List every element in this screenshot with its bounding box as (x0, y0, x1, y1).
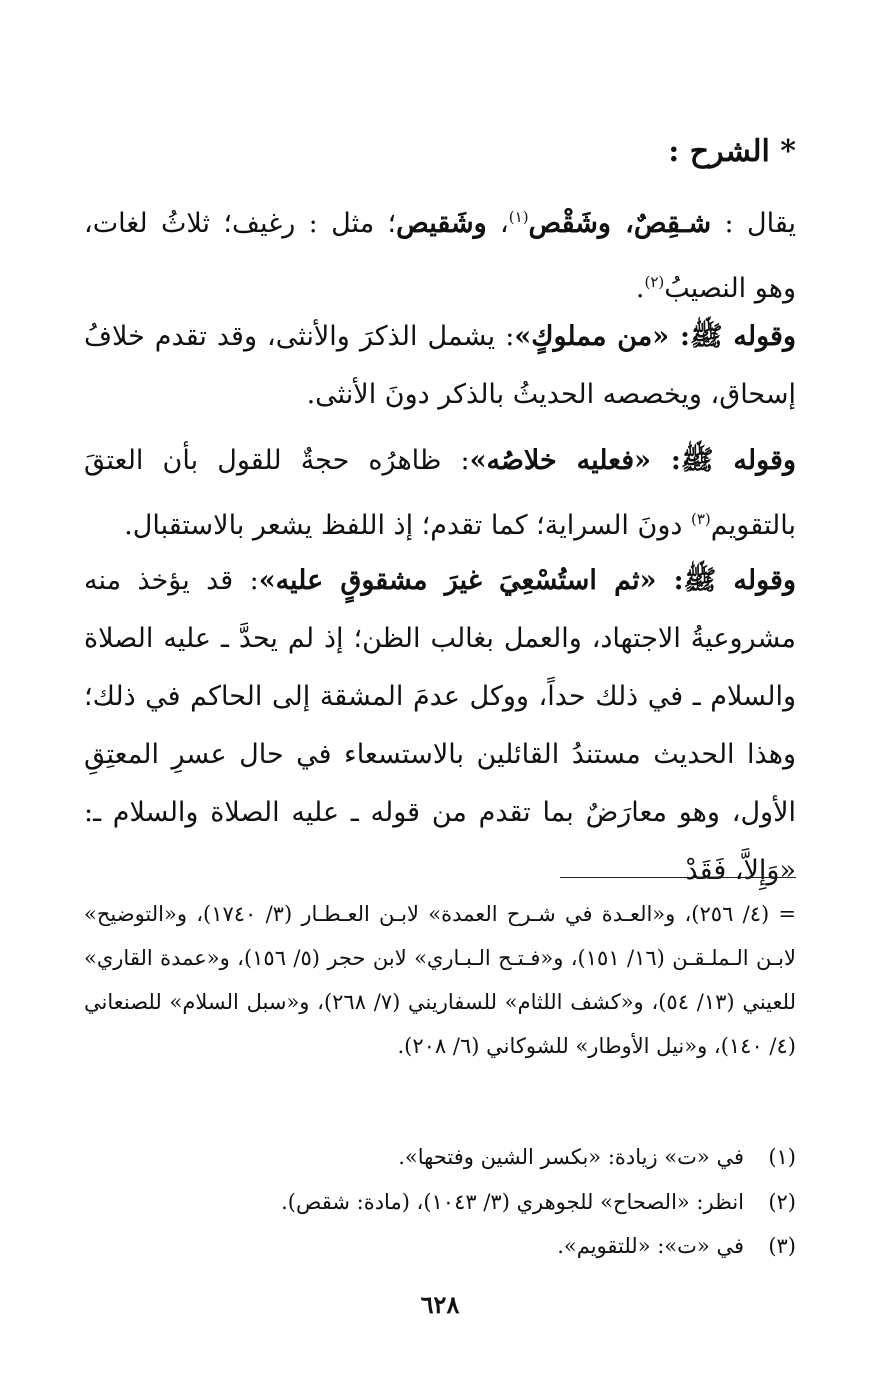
footnote-2 (84, 1182, 796, 1222)
p2-lead: وقوله ﷺ (689, 321, 796, 352)
section-heading: * الشرح : (668, 134, 796, 169)
p1-term-shaqis: وشَقيص (396, 208, 487, 239)
paragraph-4 (84, 552, 796, 900)
footnote-1 (84, 1137, 796, 1177)
footnote-ref-2: (٢) (644, 273, 665, 291)
p1-text-a: يقال : (711, 208, 796, 239)
footnote-ref-1: (١) (508, 208, 529, 226)
footnote-number: (٢) (768, 1190, 796, 1214)
footnote-3 (84, 1226, 796, 1266)
page-number: ٦٢٨ (420, 1290, 460, 1319)
footnote-ref-3: (٣) (691, 510, 711, 528)
footnote-text: انظر: «الصحاح» للجوهري (٣/ ١٠٤٣)، (مادة: شقص). (281, 1190, 744, 1214)
paragraph-2 (84, 308, 796, 424)
document-page (84, 0, 796, 1389)
p1-text-h: . (635, 273, 645, 304)
p2-text: : يشمل الذكرَ والأنثى، وقد تقدم خلافُ إسحاق، ويخصصه الحديثُ بالذكر دونَ الأنثى. (84, 321, 796, 410)
paragraph-1 (84, 188, 796, 318)
p3-quote: وقوله ﷺ: «فعليه خلاصُه» (469, 445, 797, 476)
footnote-separator (560, 877, 796, 878)
p4-text: : قد يؤخذ منه مشروعيةُ الاجتهاد، والعمل بغالب الظن؛ إذ لم يحدَّ ـ عليه الصلاة والسلام ـ في ذلك حداً، ووكل عدمَ المشقة إلى الحاكم في ذلك؛ وهذا الحديث مستندُ القائلين بالاستسعاء في حال عسرِ المعتِقِ الأول، وهو معارَضٌ بما تقدم من قوله ـ عليه الصلاة والسلام ـ: «وَإِلاَّ، فَقَدْ (84, 565, 796, 886)
p1-text-f: ؛ مثل : رغيف؛ ثلاثُ لغات، وهو النصيبُ (84, 208, 796, 304)
p1-text-d: ، (486, 208, 509, 239)
paragraph-3 (84, 432, 796, 555)
p3-text-b: : ظاهرُه حجةٌ للقول بأن العتقَ بالتقويم (84, 445, 796, 541)
footnote-number: (٣) (768, 1234, 796, 1258)
p3-text-d: دونَ السراية؛ كما تقدم؛ إذ اللفظ يشعر بالاستقبال. (124, 510, 691, 541)
footnote-text: في «ت»: «للتقويم». (557, 1234, 744, 1258)
p1-term-shaqs: شـقِصٌ، وشَقْص (528, 208, 712, 239)
footnote-number: (١) (768, 1145, 796, 1169)
p4-quote: وقوله ﷺ: «ثم استُسْعِيَ غيرَ مشقوقٍ عليه» (258, 565, 797, 596)
footnote-continuation: = (٤/ ٢٥٦)، و«العـدة في شـرح العمدة» لابـن العـطـار (٣/ ١٧٤٠)، و«التوضيح» لابـن الـملـقـن (١٦/ ١٥١)، و«فـتـح الـبـاري» لابن حجر (٥/ ١٥٦)، و«عمدة القاري» للعيني (١٣/ ٥٤)، و«كشف اللثام» للسفاريني (٧/ ٢٦٨)، و«سبل السلام» للصنعاني (٤/ ١٤٠)، و«نيل الأوطار» للشوكاني (٦/ ٢٠٨). (84, 902, 796, 1058)
footnote-text: في «ت» زيادة: «بكسر الشين وفتحها». (398, 1145, 744, 1169)
p2-quote: : «من مملوكٍ» (514, 321, 690, 352)
